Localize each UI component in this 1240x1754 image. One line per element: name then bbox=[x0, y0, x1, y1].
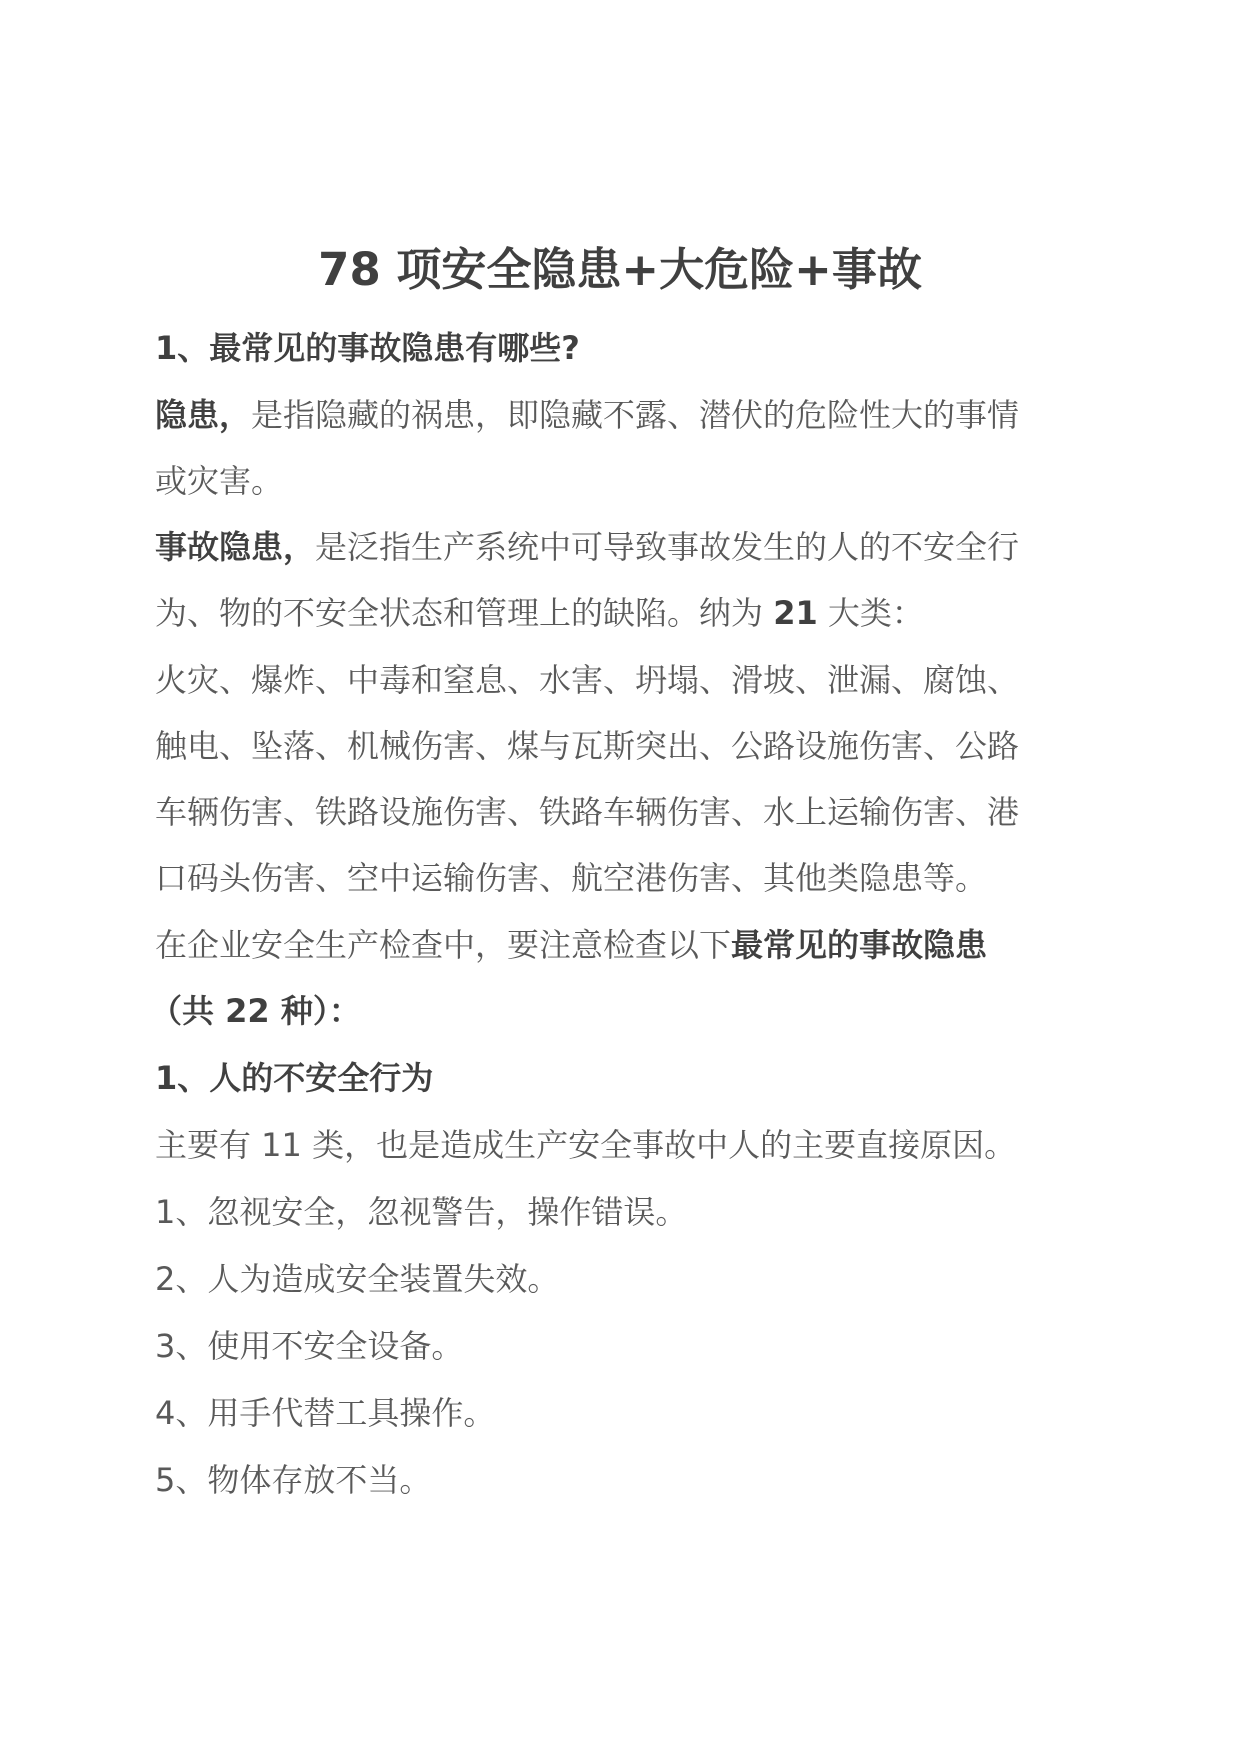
category-count-suffix: 大类： bbox=[817, 594, 924, 632]
page-title: 78 项安全隐患+大危险+事故 bbox=[318, 243, 922, 296]
categories-line-1: 火灾、爆炸、中毒和窒息、水害、坍塌、滑坡、泄漏、腐蚀、 bbox=[155, 661, 1020, 699]
categories-line-2: 触电、坠落、机械伤害、煤与瓦斯突出、公路设施伤害、公路 bbox=[155, 727, 1020, 765]
list-item: 4、用手代替工具操作。 bbox=[155, 1394, 496, 1432]
category-count: 21 bbox=[773, 594, 818, 632]
inspection-line-1 bbox=[155, 923, 987, 967]
inspection-line-2: （共 22 种）： bbox=[150, 992, 361, 1030]
hazard-definition-line-2: 或灾害。 bbox=[155, 462, 284, 500]
categories-line-3: 车辆伤害、铁路设施伤害、铁路车辆伤害、水上运输伤害、港 bbox=[155, 793, 1020, 831]
accident-hazard-term: 事故隐患， bbox=[155, 528, 316, 566]
categories-line-4: 口码头伤害、空中运输伤害、航空港伤害、其他类隐患等。 bbox=[155, 859, 988, 897]
list-item: 1、忽视安全，忽视警告，操作错误。 bbox=[155, 1193, 688, 1231]
hazard-definition-line-1 bbox=[155, 393, 1019, 437]
inspection-text: 在企业安全生产检查中，要注意检查以下 bbox=[155, 926, 732, 964]
list-item: 5、物体存放不当。 bbox=[155, 1461, 432, 1499]
accident-hazard-definition-line-1 bbox=[155, 525, 1019, 569]
accident-hazard-definition-line-2 bbox=[155, 591, 924, 635]
list-item: 2、人为造成安全装置失效。 bbox=[155, 1260, 560, 1298]
subsection-intro: 主要有 11 类，也是造成生产安全事故中人的主要直接原因。 bbox=[155, 1126, 1017, 1164]
section-heading: 1、最常见的事故隐患有哪些? bbox=[155, 329, 580, 367]
list-item: 3、使用不安全设备。 bbox=[155, 1327, 464, 1365]
accident-hazard-definition-text: 是泛指生产系统中可导致事故发生的人的不安全行 bbox=[315, 528, 1020, 566]
subsection-heading: 1、人的不安全行为 bbox=[155, 1059, 434, 1097]
hazard-term: 隐患， bbox=[155, 396, 252, 434]
inspection-emphasis: 最常见的事故隐患 bbox=[731, 926, 988, 964]
hazard-definition-text: 是指隐藏的祸患，即隐藏不露、潜伏的危险性大的事情 bbox=[251, 396, 1020, 434]
category-count-prefix: 为、物的不安全状态和管理上的缺陷。纳为 bbox=[155, 594, 774, 632]
